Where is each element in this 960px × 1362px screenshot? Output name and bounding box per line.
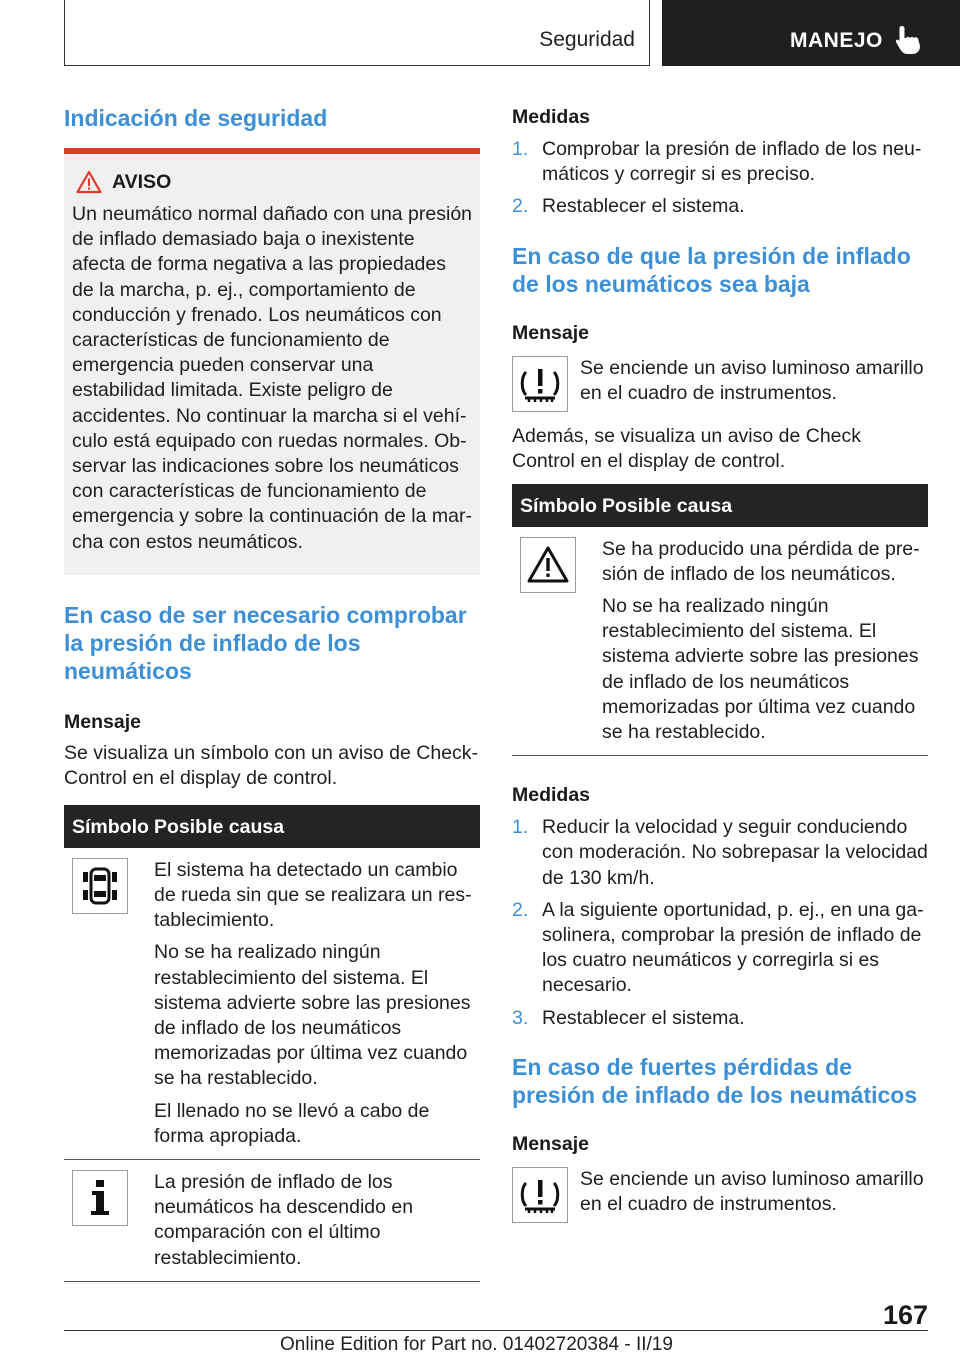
table-row	[512, 527, 928, 757]
heading-message: Mensaje	[512, 1132, 589, 1155]
additional-text: Además, se visualiza un aviso de Check Control en el display de control.	[512, 424, 862, 472]
header-chapter-box	[662, 0, 960, 66]
heading-safety-indication: Indicación de seguridad	[64, 105, 328, 131]
tire-car-symbol	[72, 858, 128, 914]
cause-text: El sistema ha detectado un cambio de rueda sin que se realizara un restablecimiento.	[154, 858, 472, 932]
warning-title-row	[72, 170, 472, 194]
table-row	[64, 848, 480, 1160]
right-column	[512, 100, 928, 1223]
cause-text: Se ha producido una pérdida de presión de inflado de los neumáticos.	[602, 537, 920, 585]
tpms-warning-icon	[517, 1172, 563, 1218]
heading-check-pressure: En caso de ser necesario comprobar la presión de inflado de los neumáticos	[64, 601, 467, 684]
info-symbol	[72, 1170, 128, 1226]
heading-measures: Medidas	[512, 784, 591, 807]
list-item: 2. A la siguiente oportunidad, p. ej., en una gasolinera, comprobar la presión de inflado de los cuatro neumáticos y corregirla si es necesario.	[512, 898, 924, 997]
cause-text: La presión de inflado de los neumáticos ha descendido en comparación con el último restablecimiento.	[154, 1171, 414, 1269]
table-header-cause: Posible causa	[602, 494, 733, 517]
table-row	[64, 1160, 480, 1282]
warning-symbol	[520, 537, 576, 593]
message-row	[512, 356, 928, 412]
tpms-warning-symbol	[512, 356, 568, 412]
list-item: 2. Restablecer el sistema.	[512, 195, 745, 218]
message-row	[512, 1167, 928, 1223]
left-cause-table	[64, 805, 480, 1282]
heading-message: Mensaje	[512, 321, 589, 344]
warning-triangle-icon	[525, 542, 571, 588]
table-header	[512, 484, 928, 527]
warning-box	[64, 154, 480, 575]
heading-low-pressure: En caso de que la presión de inflado de los neumáticos sea baja	[512, 242, 911, 297]
measures-list	[512, 815, 928, 1031]
list-item: 1. Reducir la velocidad y seguir conduciendo con moderación. No sobrepasar la velocidad de 130 km/h.	[512, 816, 928, 889]
cause-text: No se ha realizado ningún restablecimiento del sistema. El sistema advierte sobre las presiones de inflado de los neumáticos memorizadas por última vez cuando se ha restablecido.	[154, 941, 471, 1090]
heading-measures: Medidas	[512, 106, 591, 128]
warning-title: AVISO	[112, 170, 172, 193]
table-header-cause: Posible causa	[154, 815, 285, 838]
warning-triangle-icon	[76, 170, 102, 194]
header-chapter-title: MANEJO	[790, 29, 883, 52]
tpms-warning-symbol	[512, 1167, 568, 1223]
tpms-warning-icon	[517, 361, 563, 407]
page-number: 167	[882, 1300, 928, 1330]
header-section-title: Seguridad	[539, 28, 635, 51]
table-header-symbol: Símbolo	[520, 494, 597, 517]
info-icon	[77, 1175, 123, 1221]
heading-strong-losses: En caso de fuertes pérdidas de presión de inflado de los neumáticos	[512, 1053, 918, 1108]
measures-list	[512, 137, 928, 220]
heading-message: Mensaje	[64, 710, 141, 733]
message-text: Se enciende un aviso luminoso amarillo en el cuadro de instrumentos.	[580, 1167, 924, 1215]
left-column	[64, 100, 480, 1282]
footer-edition: Online Edition for Part no. 01402720384 - II/19	[280, 1334, 673, 1355]
message-text: Se visualiza un símbolo con un aviso de Check-Control en el display de control.	[64, 741, 479, 789]
message-text: Se enciende un aviso luminoso amarillo en el cuadro de instrumentos.	[580, 356, 924, 404]
cause-text: El llenado no se llevó a cabo de forma apropiada.	[154, 1099, 430, 1147]
list-item: 3. Restablecer el sistema.	[512, 1006, 745, 1029]
table-header-symbol: Símbolo	[72, 815, 149, 838]
hand-pointer-icon	[894, 24, 922, 56]
list-item: 1. Comprobar la presión de inflado de los neumáticos y corregir si es preciso.	[512, 138, 922, 186]
tire-car-icon	[77, 863, 123, 909]
footer-divider	[64, 1330, 928, 1331]
header-section-box	[64, 0, 650, 66]
table-header	[64, 805, 480, 848]
right-cause-table	[512, 484, 928, 757]
warning-text: Un neumático normal dañado con una presión de inflado demasiado baja o inexistente afecta de forma negativa a las propiedades de la marcha, p. ej., comportamiento de conducción y frenado. Los neumáticos con características de funcionamiento de emergencia pueden conservar una estabilidad limitada. Existe peligro de accidentes. No continuar la marcha si el vehículo está equipado con ruedas normales. Observar las indicaciones sobre los neumáticos con características de funcionamiento de emergencia y sobre la continuación de la marcha con estos neumáticos.	[72, 203, 473, 553]
cause-text: No se ha realizado ningún restablecimiento del sistema. El sistema advierte sobre las presiones de inflado de los neumáticos memorizadas por última vez cuando se ha restablecido.	[602, 595, 919, 744]
